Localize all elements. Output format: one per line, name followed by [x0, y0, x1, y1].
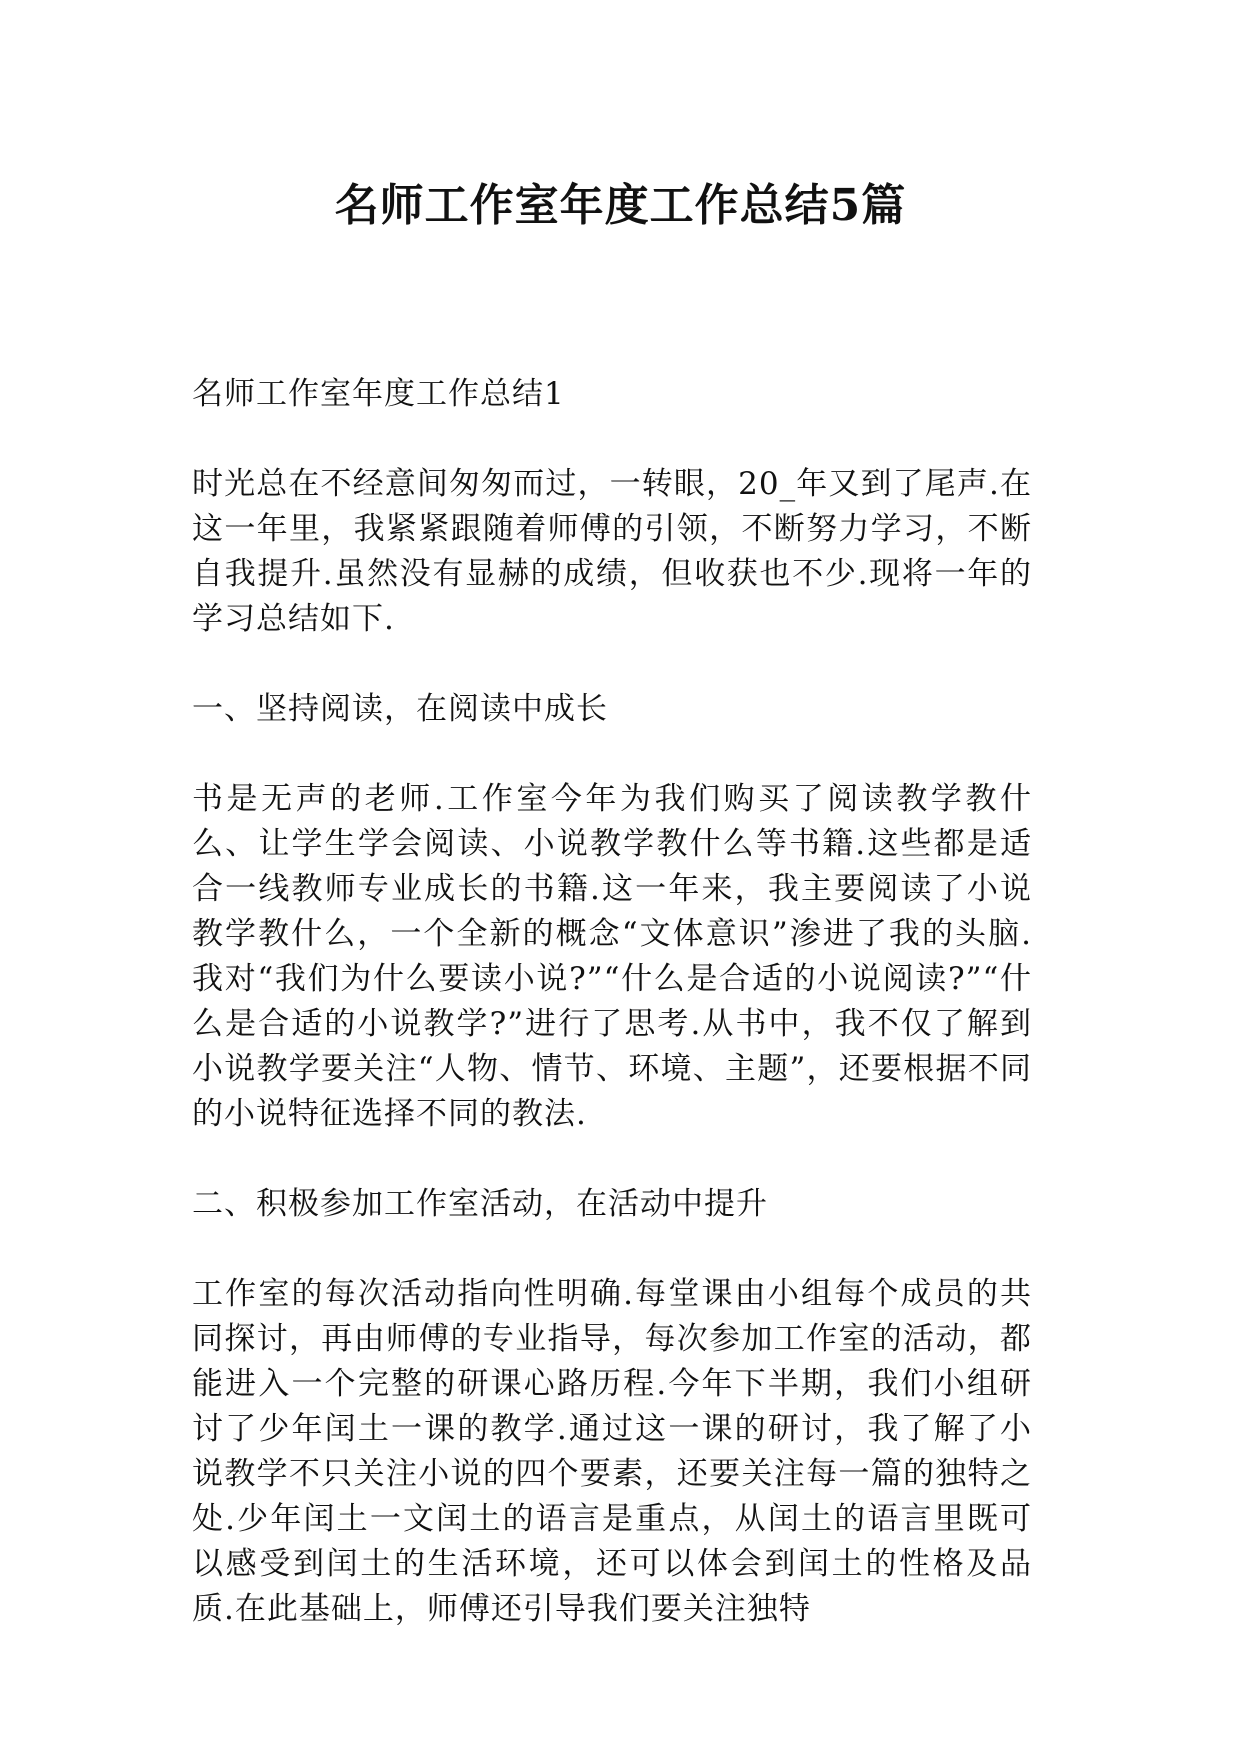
document-body: [192, 372, 1032, 1677]
section-subtitle: 名师工作室年度工作总结1: [192, 376, 565, 412]
document-title: 名师工作室年度工作总结5篇: [334, 180, 907, 231]
paragraph-reading: 书是无声的老师.工作室今年为我们购买了阅读教学教什么、让学生学会阅读、小说教学教什么等书籍.这些都是适合一线教师专业成长的书籍.这一年来，我主要阅读了小说教学教什么，一个全新的概念“文体意识”渗进了我的头脑.我对“我们为什么要读小说?”“什么是合适的小说阅读?”“什么是合适的小说教学?”进行了思考.从书中，我不仅了解到小说教学要关注“人物、情节、环境、主题”，还要根据不同的小说特征选择不同的教法.: [192, 781, 1032, 1132]
paragraph-intro: 时光总在不经意间匆匆而过，一转眼，20_年又到了尾声.在这一年里，我紧紧跟随着师傅的引领，不断努力学习，不断自我提升.虽然没有显赫的成绩，但收获也不少.现将一年的学习总结如下.: [192, 466, 1032, 637]
section-heading-activities: 二、积极参加工作室活动，在活动中提升: [192, 1186, 768, 1222]
section-heading-reading: 一、坚持阅读，在阅读中成长: [192, 691, 608, 727]
paragraph-activities: 工作室的每次活动指向性明确.每堂课由小组每个成员的共同探讨，再由师傅的专业指导，每次参加工作室的活动，都能进入一个完整的研课心路历程.今年下半期，我们小组研讨了少年闰土一课的教学.通过这一课的研讨，我了解了小说教学不只关注小说的四个要素，还要关注每一篇的独特之处.少年闰土一文闰土的语言是重点，从闰土的语言里既可以感受到闰土的生活环境，还可以体会到闰土的性格及品质.在此基础上，师傅还引导我们要关注独特: [192, 1276, 1032, 1627]
